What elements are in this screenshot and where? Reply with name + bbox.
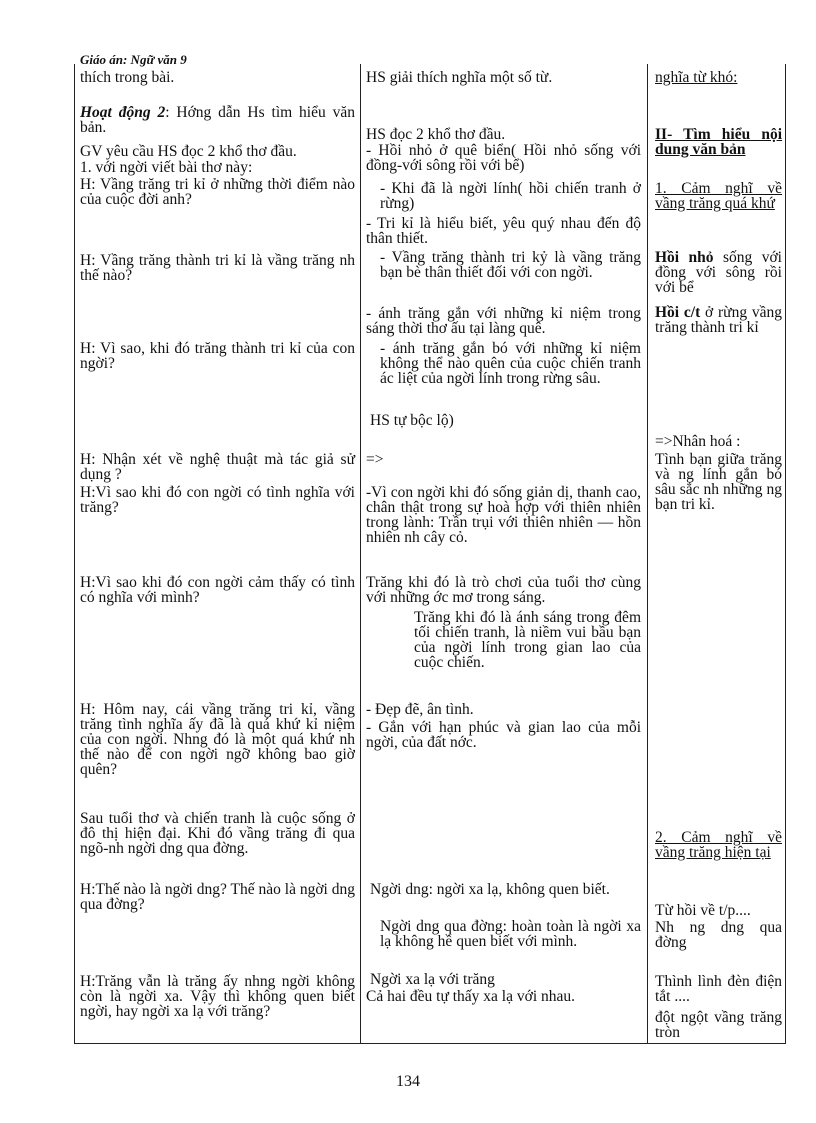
question-7: H: Hôm nay, cái vầng trăng tri kỉ, vầng trăng tình nghĩa ấy đã là quá khứ kỉ niệm của con ngời. Nhng đó là một quá khứ nh thế nào để con ngời ngỡ không bao giờ quên? — [80, 701, 355, 778]
answer-9a: Ngời xa lạ với trăng — [370, 971, 495, 988]
question-9: H:Trăng vẫn là trăng ấy nhng ngời không còn là ngời xa. Vậy thì không quen biết ngời, hay ngời xa lạ với trăng? — [80, 973, 355, 1020]
note-childhood — [655, 250, 782, 295]
paragraph-context: Sau tuổi thơ và chiến tranh là cuộc sống ở đô thị hiện đại. Khi đó vầng trăng đi qua ngõ-nh ngời dng qua đờng. — [80, 810, 355, 857]
answer-7a: - Đẹp đẽ, ân tình. — [366, 701, 474, 718]
note-personification: =>Nhân hoá : — [655, 433, 741, 450]
activity-2 — [80, 105, 355, 135]
answer-6a: Trăng khi đó là trò chơi của tuổi thơ cùng với những ớc mơ trong sáng. — [366, 574, 641, 606]
note-power-cut: Thình lình đèn điện tắt .... — [655, 973, 782, 1005]
page-number: 134 — [396, 1073, 420, 1090]
question-3: H: Vì sao, khi đó trăng thành tri kỉ của con ngời? — [80, 340, 355, 372]
note-wartime-label: Hồi c/t — [655, 304, 701, 321]
question-1: H: Vầng trăng tri kỉ ở những thời điểm nào của cuộc đời anh? — [80, 176, 355, 208]
question-6: H:Vì sao khi đó con ngời cảm thấy có tình có nghĩa với mình? — [80, 574, 355, 606]
question-8: H:Thế nào là ngời dng? Thế nào là ngời dng qua đờng? — [80, 881, 355, 913]
answer-8b: Ngời dng qua đờng: hoàn toàn là ngời xa lạ không hề quen biết với mình. — [380, 918, 641, 950]
col1-intro: thích trong bài. — [80, 69, 175, 86]
col3-intro: nghĩa từ khó: — [655, 69, 738, 86]
activity-description: : Hớng dẫn Hs tìm hiểu văn bản. — [80, 104, 355, 136]
note-friendship: Tình bạn giữa trăng và ng lính gắn bó sâu sắc nh những ng bạn tri kỉ. — [655, 451, 782, 513]
section-2-1-heading: 1. Cảm nghĩ về vầng trăng quá khứ — [655, 180, 782, 212]
answer-1b: - Khi đã là ngời lính( hồi chiến tranh ở rừng) — [380, 180, 641, 212]
answer-3a: - ánh trăng gắn với những kỉ niệm trong sáng thời thơ ấu tại làng quê. — [366, 305, 641, 337]
section-2-2-heading: 2. Cảm nghĩ về vầng trăng hiện tại — [655, 829, 782, 861]
note-childhood-label: Hồi nhỏ — [655, 249, 714, 266]
answer-7b: - Gắn với hạn phúc và gian lao của mỗi ngời, của đất nớc. — [366, 719, 641, 751]
table-divider-1 — [360, 64, 361, 1044]
note-city: Từ hồi về t/p.... — [655, 902, 751, 919]
answer-3b: - ánh trăng gắn bó với những kỉ niệm không thể nào quên của cuộc chiến tranh ác liệt của ngời lính trong rừng sâu. — [380, 340, 641, 387]
section-2-heading: II- Tìm hiểu nội dung văn bản — [655, 126, 782, 158]
answer-8a: Ngời dng: ngời xa lạ, không quen biết. — [370, 881, 610, 898]
activity-title: Hoạt động 2 — [80, 104, 166, 121]
table-border-right — [785, 64, 786, 1044]
teacher-instruction: GV yêu cầu HS đọc 2 khổ thơ đầu. — [80, 143, 297, 160]
answer-9b: Cả hai đều tự thấy xa lạ với nhau. — [366, 988, 576, 1005]
answer-2: - Vầng trăng thành tri kỷ là vầng trăng bạn bè thân thiết đối với con ngời. — [380, 249, 641, 281]
note-wartime — [655, 305, 782, 335]
col2-intro: HS giải thích nghĩa một số từ. — [366, 69, 553, 86]
question-4: H: Nhận xét về nghệ thuật mà tác giả sử dụng ? — [80, 451, 355, 483]
col1-item-1: 1. với ngời viết bài thơ này: — [80, 159, 253, 176]
note-full-moon: đột ngột vầng trăng tròn — [655, 1009, 782, 1041]
table-divider-2 — [647, 64, 648, 1044]
question-5: H:Vì sao khi đó con ngời có tình nghĩa với trăng? — [80, 484, 355, 516]
student-read: HS đọc 2 khổ thơ đầu. — [366, 126, 506, 143]
note-stranger: Nh ng dng qua đờng — [655, 919, 782, 951]
question-2: H: Vầng trăng thành tri kỉ là vầng trăng nh thế nào? — [80, 252, 355, 284]
answer-6b: Trăng khi đó là ánh sáng trong đêm tối chiến tranh, là niềm vui bầu bạn của ngời lính trong gian lao của cuộc chiến. — [414, 609, 641, 671]
note-wartime-text: ở rừng vầng trăng thành tri kỉ — [655, 304, 782, 336]
answer-tri-ki: - Tri kỉ là hiểu biết, yêu quý nhau đến độ thân thiết. — [366, 215, 641, 247]
note-childhood-text: sống với đồng với sông rồi với bể — [655, 249, 782, 296]
answer-5: -Vì con ngời khi đó sống giản dị, thanh cao, chân thật trong sự hoà hợp với thiên nhiên trong lành: Trần trụi với thiên nhiên — hồn nhiên nh cây cỏ. — [366, 484, 641, 546]
answer-arrow: => — [366, 451, 384, 468]
answer-1a: - Hồi nhỏ ở quê biển( Hồi nhỏ sống với đồng-với sông rồi với bể) — [366, 142, 641, 174]
student-self-express: HS tự bộc lộ) — [370, 412, 454, 429]
page-header: Giáo án: Ngữ văn 9 — [80, 52, 187, 67]
table-border-left — [74, 64, 75, 1044]
table-border-bottom — [74, 1043, 786, 1044]
